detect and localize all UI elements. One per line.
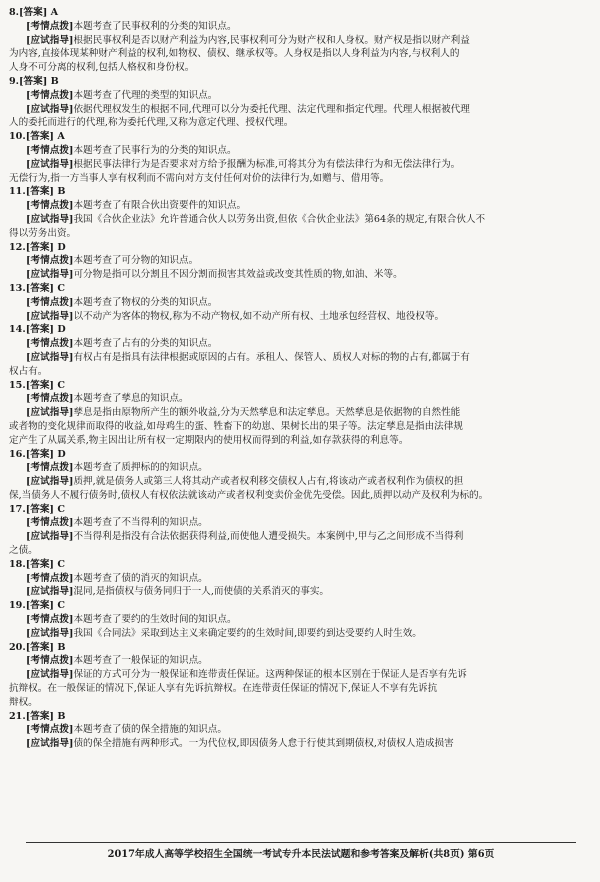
question-item bbox=[9, 379, 574, 448]
section-line bbox=[9, 199, 574, 213]
section-line bbox=[9, 103, 574, 117]
section-label: [应试指导] bbox=[26, 103, 74, 115]
section-text: 本题考查了代理的类型的知识点。 bbox=[73, 89, 218, 101]
answer-line bbox=[9, 75, 574, 89]
section-text: 为内容,直接体现某种财产利益的权利,如物权、债权、继承权等。人身权是指以人身利益为内容,与权利人的 bbox=[9, 48, 460, 60]
section-line bbox=[9, 89, 574, 103]
question-item bbox=[9, 710, 574, 751]
section-continuation bbox=[9, 696, 574, 710]
answer-letter: D bbox=[57, 241, 66, 253]
question-item bbox=[9, 130, 574, 185]
answer-label: [答案] bbox=[25, 282, 54, 294]
section-line bbox=[9, 668, 574, 682]
section-text: 得以劳务出资。 bbox=[9, 227, 77, 239]
question-number: 20. bbox=[9, 641, 26, 653]
section-label: [考情点拨] bbox=[26, 614, 74, 626]
question-number: 13. bbox=[9, 282, 26, 294]
answer-line bbox=[9, 503, 574, 517]
answer-label: [答案] bbox=[25, 131, 54, 143]
section-line bbox=[9, 627, 574, 641]
answer-line bbox=[9, 558, 574, 572]
answer-label: [答案] bbox=[25, 558, 54, 570]
section-label: [考情点拨] bbox=[26, 724, 74, 736]
answer-letter: C bbox=[57, 558, 65, 570]
section-text: 本题考查了民事权利的分类的知识点。 bbox=[73, 20, 237, 32]
section-line bbox=[9, 585, 574, 599]
answer-label: [答案] bbox=[25, 379, 54, 391]
question-item bbox=[9, 599, 574, 640]
answer-label: [答案] bbox=[25, 710, 54, 722]
question-number: 8. bbox=[9, 7, 20, 18]
answer-line bbox=[9, 282, 574, 296]
section-text: 本题考查了有限合伙出资要件的知识点。 bbox=[73, 200, 247, 212]
section-line bbox=[9, 613, 574, 627]
section-text: 本题考查了可分物的知识点。 bbox=[73, 255, 199, 267]
question-number: 19. bbox=[9, 600, 26, 612]
question-item bbox=[9, 323, 574, 378]
section-text: 我国《合同法》采取到达主义来确定要约的生效时间,即要约到达受要约人时生效。 bbox=[73, 627, 422, 639]
section-label: [应试指导] bbox=[26, 531, 74, 543]
section-label: [考情点拨] bbox=[26, 20, 74, 32]
section-continuation bbox=[9, 47, 574, 61]
question-item bbox=[9, 558, 574, 599]
question-item bbox=[9, 6, 574, 75]
section-label: [应试指导] bbox=[26, 158, 74, 170]
section-line bbox=[9, 530, 574, 544]
section-label: [应试指导] bbox=[26, 213, 74, 225]
section-text: 本题考查了民事行为的分类的知识点。 bbox=[73, 144, 237, 156]
section-line bbox=[9, 20, 574, 34]
answer-label: [答案] bbox=[25, 600, 54, 612]
section-line bbox=[9, 406, 574, 420]
section-label: [考情点拨] bbox=[26, 89, 74, 101]
answer-letter: B bbox=[57, 641, 66, 653]
section-label: [应试指导] bbox=[26, 738, 74, 750]
question-number: 11. bbox=[9, 186, 26, 198]
question-item bbox=[9, 241, 574, 282]
section-text: 之债。 bbox=[9, 545, 38, 557]
answer-line bbox=[9, 641, 574, 655]
section-text: 本题考查了物权的分类的知识点。 bbox=[73, 296, 218, 308]
section-text: 本题考查了占有的分类的知识点。 bbox=[73, 338, 218, 350]
section-continuation bbox=[9, 365, 574, 379]
section-continuation bbox=[9, 420, 574, 434]
section-continuation bbox=[9, 227, 574, 241]
answer-label: [答案] bbox=[25, 641, 54, 653]
section-label: [考情点拨] bbox=[26, 393, 74, 405]
question-number: 21. bbox=[9, 710, 26, 722]
answer-letter: D bbox=[57, 448, 66, 460]
answer-line bbox=[9, 241, 574, 255]
section-continuation bbox=[9, 172, 574, 186]
answer-line bbox=[9, 130, 574, 144]
question-number: 15. bbox=[9, 379, 26, 391]
section-line bbox=[9, 654, 574, 668]
section-text: 保,当债务人不履行债务时,债权人有权依法就该动产或者权利变卖价金优先受偿。因此,质押以动产及权利为标的。 bbox=[9, 489, 489, 501]
section-text: 债的保全措施有两种形式。一为代位权,即因债务人怠于行使其到期债权,对债权人造成损害 bbox=[73, 738, 454, 750]
section-label: [考情点拨] bbox=[26, 144, 74, 156]
question-number: 18. bbox=[9, 558, 26, 570]
section-label: [考情点拨] bbox=[26, 200, 74, 212]
section-line bbox=[9, 572, 574, 586]
answer-label: [答案] bbox=[25, 324, 54, 336]
section-text: 或者物的变化规律而取得的收益,如母鸡生的蛋、牲畜下的幼崽、果树长出的果子等。法定孳息是指由法律规 bbox=[9, 420, 463, 432]
question-item bbox=[9, 282, 574, 323]
section-line bbox=[9, 737, 574, 751]
section-continuation bbox=[9, 434, 574, 448]
section-text: 本题考查了质押标的的知识点。 bbox=[73, 462, 208, 474]
section-line bbox=[9, 158, 574, 172]
section-continuation bbox=[9, 682, 574, 696]
section-text: 根据民事法律行为是否要求对方给予报酬为标准,可将其分为有偿法律行为和无偿法律行为。 bbox=[73, 158, 461, 170]
section-continuation bbox=[9, 61, 574, 75]
answer-letter: C bbox=[57, 379, 65, 391]
section-text: 质押,就是债务人或第三人将其动产或者权利移交债权人占有,将该动产或者权利作为债权的担 bbox=[73, 476, 464, 488]
section-text: 根据民事权利是否以财产利益为内容,民事权利可分为财产权和人身权。财产权是指以财产利益 bbox=[73, 34, 470, 46]
answer-letter: B bbox=[50, 75, 59, 87]
question-number: 17. bbox=[9, 503, 26, 515]
answer-letter: C bbox=[57, 282, 65, 294]
answer-line bbox=[9, 323, 574, 337]
question-item bbox=[9, 448, 574, 503]
question-item bbox=[9, 185, 574, 240]
section-label: [考情点拨] bbox=[26, 572, 74, 584]
question-number: 14. bbox=[9, 324, 26, 336]
section-continuation bbox=[9, 544, 574, 558]
answer-letter: A bbox=[57, 131, 65, 143]
section-label: [考情点拨] bbox=[26, 338, 74, 350]
section-text: 我国《合伙企业法》允许普通合伙人以劳务出资,但依《合伙企业法》第64条的规定,有限合伙人不 bbox=[73, 213, 486, 225]
question-item bbox=[9, 503, 574, 558]
question-number: 9. bbox=[9, 75, 20, 87]
answer-line bbox=[9, 379, 574, 393]
section-line bbox=[9, 461, 574, 475]
answer-line bbox=[9, 6, 574, 20]
section-label: [应试指导] bbox=[26, 34, 74, 46]
section-line bbox=[9, 144, 574, 158]
section-line bbox=[9, 34, 574, 48]
section-line bbox=[9, 337, 574, 351]
answer-letter: D bbox=[57, 324, 66, 336]
answer-letter: C bbox=[57, 503, 65, 515]
section-text: 可分物是指可以分割且不因分割而损害其效益或改变其性质的物,如油、米等。 bbox=[73, 269, 403, 281]
section-text: 人身不可分离的权利,包括人格权和身份权。 bbox=[9, 62, 195, 74]
answer-letter: B bbox=[57, 710, 66, 722]
answer-line bbox=[9, 710, 574, 724]
section-text: 无偿行为,指一方当事人享有权利而不需向对方支付任何对价的法律行为,如赠与、借用等。 bbox=[9, 172, 390, 184]
section-text: 孳息是指由原物所产生的额外收益,分为天然孳息和法定孳息。天然孳息是依据物的自然性能 bbox=[73, 407, 461, 419]
section-text: 本题考查了债的保全措施的知识点。 bbox=[73, 724, 227, 736]
section-line bbox=[9, 392, 574, 406]
answer-label: [答案] bbox=[25, 503, 54, 515]
answer-label: [答案] bbox=[25, 186, 54, 198]
section-line bbox=[9, 516, 574, 530]
section-text: 本题考查了要约的生效时间的知识点。 bbox=[73, 614, 237, 626]
section-label: [考情点拨] bbox=[26, 462, 74, 474]
section-line bbox=[9, 310, 574, 324]
section-line bbox=[9, 351, 574, 365]
section-line bbox=[9, 296, 574, 310]
section-text: 以不动产为客体的物权,称为不动产物权,如不动产所有权、土地承包经营权、地役权等。 bbox=[73, 310, 445, 322]
answer-line bbox=[9, 599, 574, 613]
section-label: [应试指导] bbox=[26, 627, 74, 639]
question-number: 12. bbox=[9, 241, 26, 253]
section-continuation bbox=[9, 116, 574, 130]
answer-label: [答案] bbox=[19, 7, 48, 18]
answer-list bbox=[9, 6, 574, 751]
section-text: 依据代理权发生的根据不同,代理可以分为委托代理、法定代理和指定代理。代理人根据被代理 bbox=[73, 103, 470, 115]
section-line bbox=[9, 268, 574, 282]
question-number: 10. bbox=[9, 131, 26, 143]
section-label: [应试指导] bbox=[26, 310, 74, 322]
question-item bbox=[9, 75, 574, 130]
section-continuation bbox=[9, 489, 574, 503]
section-line bbox=[9, 254, 574, 268]
section-label: [考情点拨] bbox=[26, 255, 74, 267]
page-footer: 2017年成人高等学校招生全国统一考试专升本民法试题和参考答案及解析(共8页) 第6页 bbox=[26, 842, 576, 860]
section-text: 权占有。 bbox=[9, 365, 48, 377]
section-label: [应试指导] bbox=[26, 586, 74, 598]
section-text: 定产生了从属关系,物主因出让所有权一定期限内的使用权而得到的利益,如存款获得的利息等。 bbox=[9, 434, 409, 446]
section-text: 有权占有是指具有法律根据或原因的占有。承租人、保管人、质权人对标的物的占有,都属于有 bbox=[73, 351, 470, 363]
answer-letter: A bbox=[50, 7, 59, 18]
section-line bbox=[9, 723, 574, 737]
section-label: [应试指导] bbox=[26, 351, 74, 363]
answer-label: [答案] bbox=[25, 448, 54, 460]
answer-label: [答案] bbox=[25, 241, 54, 253]
section-label: [应试指导] bbox=[26, 476, 74, 488]
answer-letter: B bbox=[57, 186, 66, 198]
section-label: [应试指导] bbox=[26, 269, 74, 281]
section-text: 不当得利是指没有合法依据获得利益,而使他人遭受损失。本案例中,甲与乙之间形成不当得利 bbox=[73, 531, 464, 543]
section-text: 本题考查了孳息的知识点。 bbox=[73, 393, 189, 405]
section-label: [考情点拨] bbox=[26, 517, 74, 529]
section-text: 抗辩权。在一般保证的情况下,保证人享有先诉抗辩权。在连带责任保证的情况下,保证人不享有先诉抗 bbox=[9, 683, 438, 695]
section-label: [考情点拨] bbox=[26, 655, 74, 667]
answer-line bbox=[9, 185, 574, 199]
section-line bbox=[9, 213, 574, 227]
section-text: 本题考查了债的消灭的知识点。 bbox=[73, 572, 208, 584]
question-item bbox=[9, 641, 574, 710]
question-number: 16. bbox=[9, 448, 26, 460]
answer-line bbox=[9, 448, 574, 462]
section-text: 本题考查了一般保证的知识点。 bbox=[73, 655, 208, 667]
section-label: [考情点拨] bbox=[26, 296, 74, 308]
section-text: 辩权。 bbox=[9, 696, 38, 708]
section-text: 混同,是指债权与债务同归于一人,而使债的关系消灭的事实。 bbox=[73, 586, 330, 598]
section-text: 保证的方式可分为一般保证和连带责任保证。这两种保证的根本区别在于保证人是否享有先诉 bbox=[73, 669, 467, 681]
answer-letter: C bbox=[57, 600, 65, 612]
answer-label: [答案] bbox=[19, 75, 48, 87]
section-line bbox=[9, 475, 574, 489]
section-text: 本题考查了不当得利的知识点。 bbox=[73, 517, 208, 529]
section-label: [应试指导] bbox=[26, 669, 74, 681]
section-text: 人的委托而进行的代理,称为委托代理,又称为意定代理、授权代理。 bbox=[9, 117, 294, 129]
section-label: [应试指导] bbox=[26, 407, 74, 419]
